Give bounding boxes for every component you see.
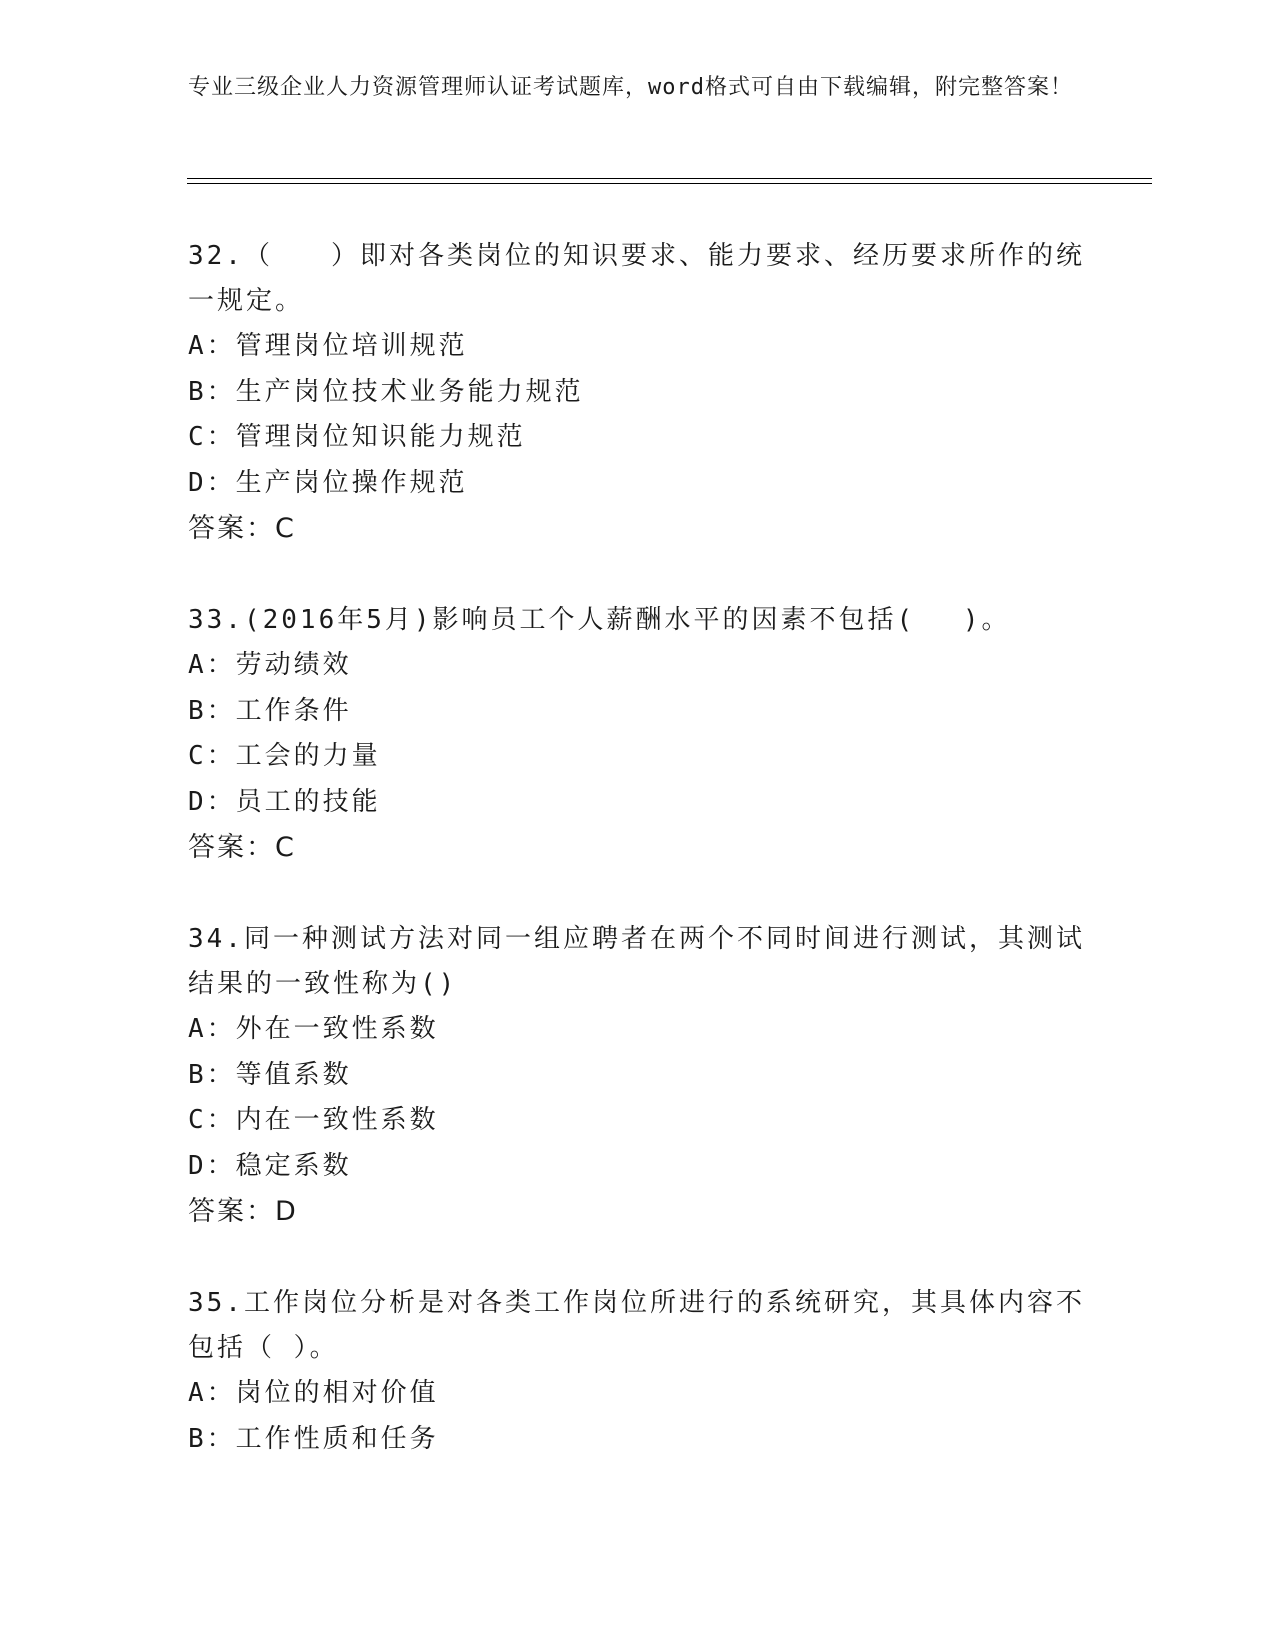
question-stem: 33.(2016年5月)影响员工个人薪酬水平的因素不包括( )。 [188, 605, 1011, 635]
option-c: C：内在一致性系数 [188, 1105, 439, 1135]
option-d: D：员工的技能 [188, 786, 381, 817]
header-divider-bottom [187, 183, 1152, 184]
option-d: D：生产岗位操作规范 [188, 467, 468, 498]
answer-line: 答案：C [188, 513, 296, 544]
question-33 [188, 598, 1088, 870]
option-a: A：外在一致性系数 [188, 1014, 439, 1044]
document-header: 专业三级企业人力资源管理师认证考试题库，word格式可自由下载编辑，附完整答案！ [188, 75, 1073, 100]
question-35 [188, 1281, 1088, 1462]
question-stem: 35.工作岗位分析是对各类工作岗位所进行的系统研究，其具体内容不包括（ ）。 [188, 1288, 1085, 1363]
option-d: D：稳定系数 [188, 1150, 352, 1181]
option-a: A：劳动绩效 [188, 650, 352, 680]
question-stem: 32.（ ）即对各类岗位的知识要求、能力要求、经历要求所作的统一规定。 [188, 241, 1085, 316]
question-stem: 34.同一种测试方法对同一组应聘者在两个不同时间进行测试，其测试结果的一致性称为() [188, 924, 1085, 999]
answer-line: 答案：D [188, 1196, 298, 1227]
option-a: A：管理岗位培训规范 [188, 331, 468, 361]
option-b: B：工作性质和任务 [188, 1423, 439, 1454]
answer-line: 答案：C [188, 832, 296, 863]
option-b: B：工作条件 [188, 695, 352, 726]
option-c: C：管理岗位知识能力规范 [188, 422, 526, 452]
question-34 [188, 917, 1088, 1234]
option-b: B：等值系数 [188, 1059, 352, 1090]
option-a: A：岗位的相对价值 [188, 1378, 439, 1408]
option-b: B：生产岗位技术业务能力规范 [188, 376, 584, 407]
question-32 [188, 234, 1088, 551]
option-c: C：工会的力量 [188, 741, 381, 771]
header-divider-top [187, 178, 1152, 179]
